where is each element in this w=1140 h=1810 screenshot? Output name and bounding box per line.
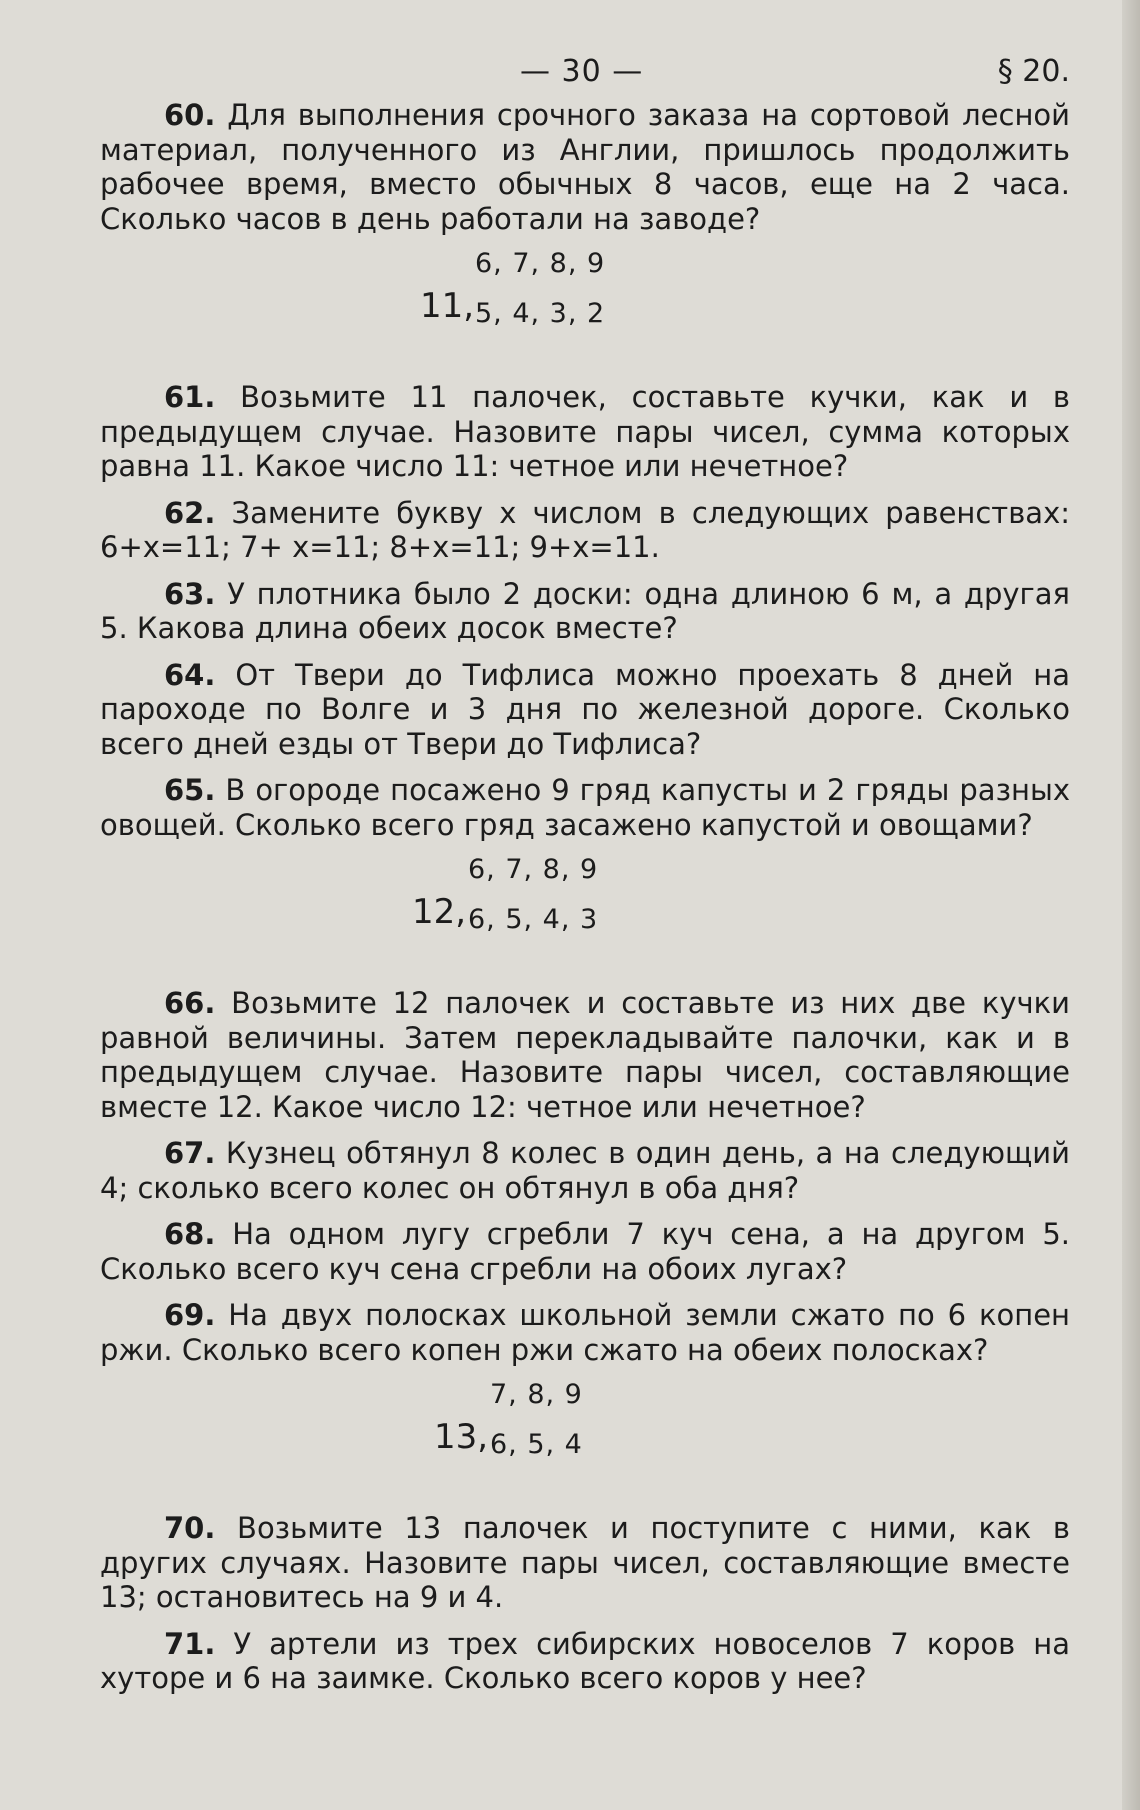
problem-63 [100, 577, 1070, 646]
problem-text: Возьмите 12 палочек и составьте из них две кучки равной величины. Затем перекладывайте палочки, как и в предыдущем случае. Назовите пары чисел, составляющие вместе 12. Какое число 12: четное или нечетное? [100, 986, 1070, 1124]
problem-65 [100, 773, 1070, 842]
problem-number: 61. [164, 380, 216, 414]
problem-64 [100, 658, 1070, 762]
pairs-bottom-row: 5, 4, 3, 2 [475, 298, 606, 329]
pairs-total: 11, [420, 286, 475, 326]
page-number: — 30 — [520, 54, 644, 89]
problem-66 [100, 986, 1070, 1124]
problem-71 [100, 1627, 1070, 1696]
problem-text: В огороде посажено 9 гряд капусты и 2 гряды разных овощей. Сколько всего гряд засажено капустой и овощами? [100, 773, 1071, 842]
problem-68 [100, 1217, 1070, 1286]
pairs-total: 13, [434, 1417, 489, 1457]
problem-number: 68. [164, 1217, 216, 1251]
problem-70 [100, 1511, 1070, 1615]
problem-number: 69. [164, 1298, 216, 1332]
pairs-bottom-row: 6, 5, 4, 3 [468, 904, 599, 935]
pairs-top-row: 6, 7, 8, 9 [475, 248, 606, 279]
problem-text: Возьмите 13 палочек и поступите с ними, как в других случаях. Назовите пары чисел, составляющие вместе 13; остановитесь на 9 и 4. [100, 1511, 1071, 1614]
problem-text: Для выполнения срочного заказа на сортовой лесной материал, полученного из Англии, пришлось продолжить рабочее время, вместо обычных 8 часов, еще на 2 часа. Сколько часов в день работали на заводе? [100, 98, 1070, 236]
problem-67 [100, 1136, 1070, 1205]
problem-61 [100, 380, 1070, 484]
number-pairs-12 [100, 854, 1070, 972]
problem-60 [100, 98, 1070, 236]
problem-text: От Твери до Тифлиса можно проехать 8 дней на пароходе по Волге и 3 дня по железной дороге. Сколько всего дней езды от Твери до Тифлиса? [100, 657, 1070, 761]
number-pairs-13 [100, 1379, 1070, 1497]
problem-number: 64. [164, 657, 216, 692]
problem-number: 71. [164, 1626, 216, 1661]
problem-number: 66. [164, 986, 216, 1020]
problem-number: 60. [164, 98, 216, 132]
problem-69 [100, 1298, 1070, 1367]
problem-text: Кузнец обтянул 8 колес в один день, а на следующий 4; сколько всего колес он обтянул в оба дня? [100, 1136, 1070, 1205]
pairs-bottom-row: 6, 5, 4 [490, 1429, 583, 1460]
problem-number: 62. [164, 495, 216, 530]
pairs-top-row: 6, 7, 8, 9 [468, 854, 599, 885]
pairs-total: 12, [412, 892, 467, 932]
problem-number: 67. [164, 1136, 216, 1170]
page-edge-shadow [1122, 0, 1140, 1810]
problem-text: На двух полосках школьной земли сжато по 6 копен ржи. Сколько всего копен ржи сжато на обеих полосках? [100, 1298, 1071, 1367]
problem-number: 70. [164, 1511, 216, 1545]
problem-text: У артели из трех сибирских новоселов 7 коров на хуторе и 6 на заимке. Сколько всего коров у нее? [100, 1626, 1071, 1695]
page-header [100, 46, 1070, 98]
problem-number: 65. [164, 773, 216, 807]
problem-text: Возьмите 11 палочек, составьте кучки, как и в предыдущем случае. Назовите пары чисел, сумма которых равна 11. Какое число 11: четное или нечетное? [100, 380, 1071, 483]
problem-text: Замените букву х числом в следующих равенствах: 6+x=11; 7+ x=11; 8+x=11; 9+x=11. [100, 495, 1070, 564]
problem-text: На одном лугу сгребли 7 куч сена, а на другом 5. Сколько всего куч сена сгребли на обоих лугах? [100, 1217, 1071, 1286]
problem-number: 63. [164, 576, 216, 611]
problem-text: У плотника было 2 доски: одна длиною 6 м, а другая 5. Какова длина обеих досок вместе? [100, 576, 1070, 645]
number-pairs-11 [100, 248, 1070, 366]
problem-62 [100, 496, 1070, 565]
section-mark: § 20. [997, 54, 1070, 89]
pairs-top-row: 7, 8, 9 [490, 1379, 583, 1410]
